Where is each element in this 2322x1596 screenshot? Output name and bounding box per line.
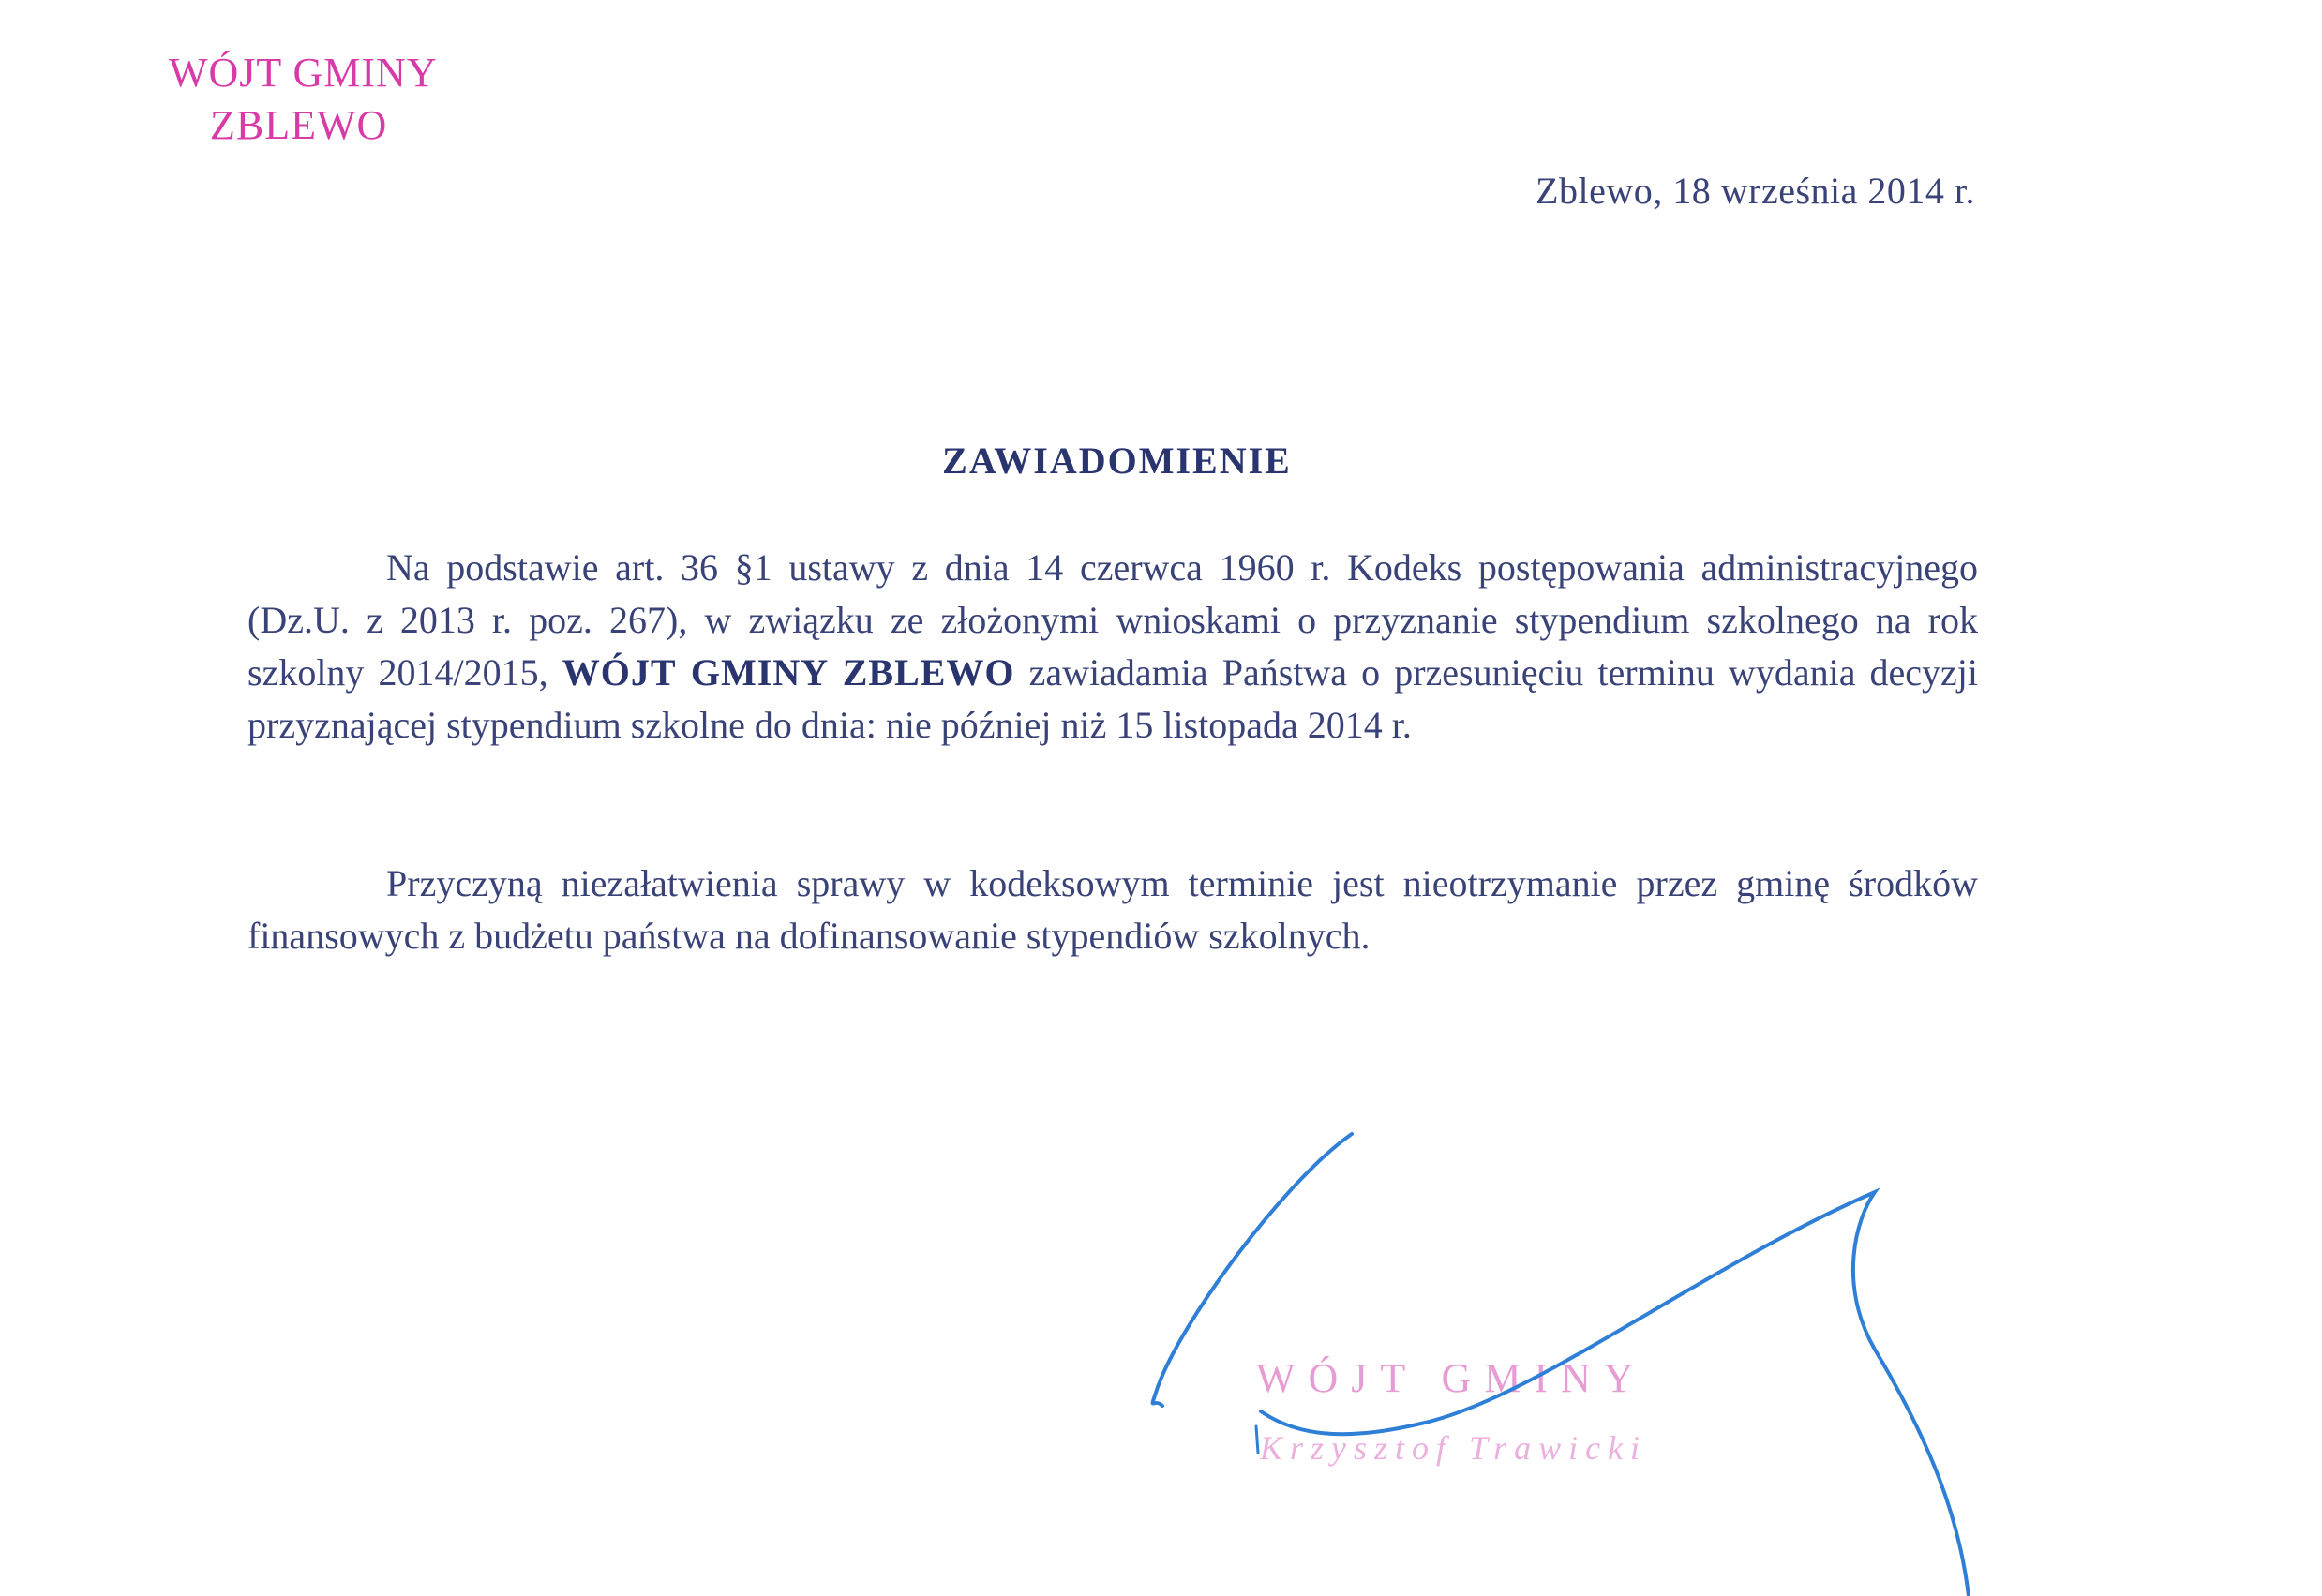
signature-stroke-main <box>1261 1192 1969 1596</box>
paragraph-notice-lead: Na podstawie art. 36 §1 ustawy z dnia 14 czerwca 1960 r. Kodeks postępowania administracyjnego (Dz.U. z 2013 r. poz. 267), w związku ze złożonymi wnioskami o przyznanie stypendium szkolnego na rok szkolny 2014/2015, <box>247 546 1978 694</box>
paragraph-reason: Przyczyną niezałatwienia sprawy w kodeksowym terminie jest nieotrzymanie przez gminę środków finansowych z budżetu państwa na dofinansowanie stypendiów szkolnych. <box>247 862 1978 957</box>
paragraph-notice-tail: zawiadamia Państwa o przesunięciu terminu wydania decyzji przyznającej stypendium szkolne do dnia: nie później niż 15 listopada 2014 r. <box>247 651 1979 746</box>
signature-stroke-tick <box>1256 1426 1258 1453</box>
stamp-line-place: ZBLEWO <box>210 102 388 148</box>
handwritten-signature <box>1144 1125 1987 1596</box>
signature-stamp-name: Krzysztof Trawicki <box>1260 1429 1648 1467</box>
date-line: Zblewo, 18 września 2014 r. <box>1536 170 1975 212</box>
document-title: ZAWIADOMIENIE <box>942 440 1292 482</box>
office-stamp <box>169 47 438 152</box>
paragraph-notice <box>247 542 1978 752</box>
stamp-line-title: WÓJT GMINY <box>169 50 438 96</box>
signature-stroke-left <box>1153 1134 1352 1406</box>
paragraph-notice-authority: WÓJT GMINY ZBLEWO <box>562 651 1015 694</box>
signature-stamp-title: WÓJT GMINY <box>1256 1355 1647 1401</box>
